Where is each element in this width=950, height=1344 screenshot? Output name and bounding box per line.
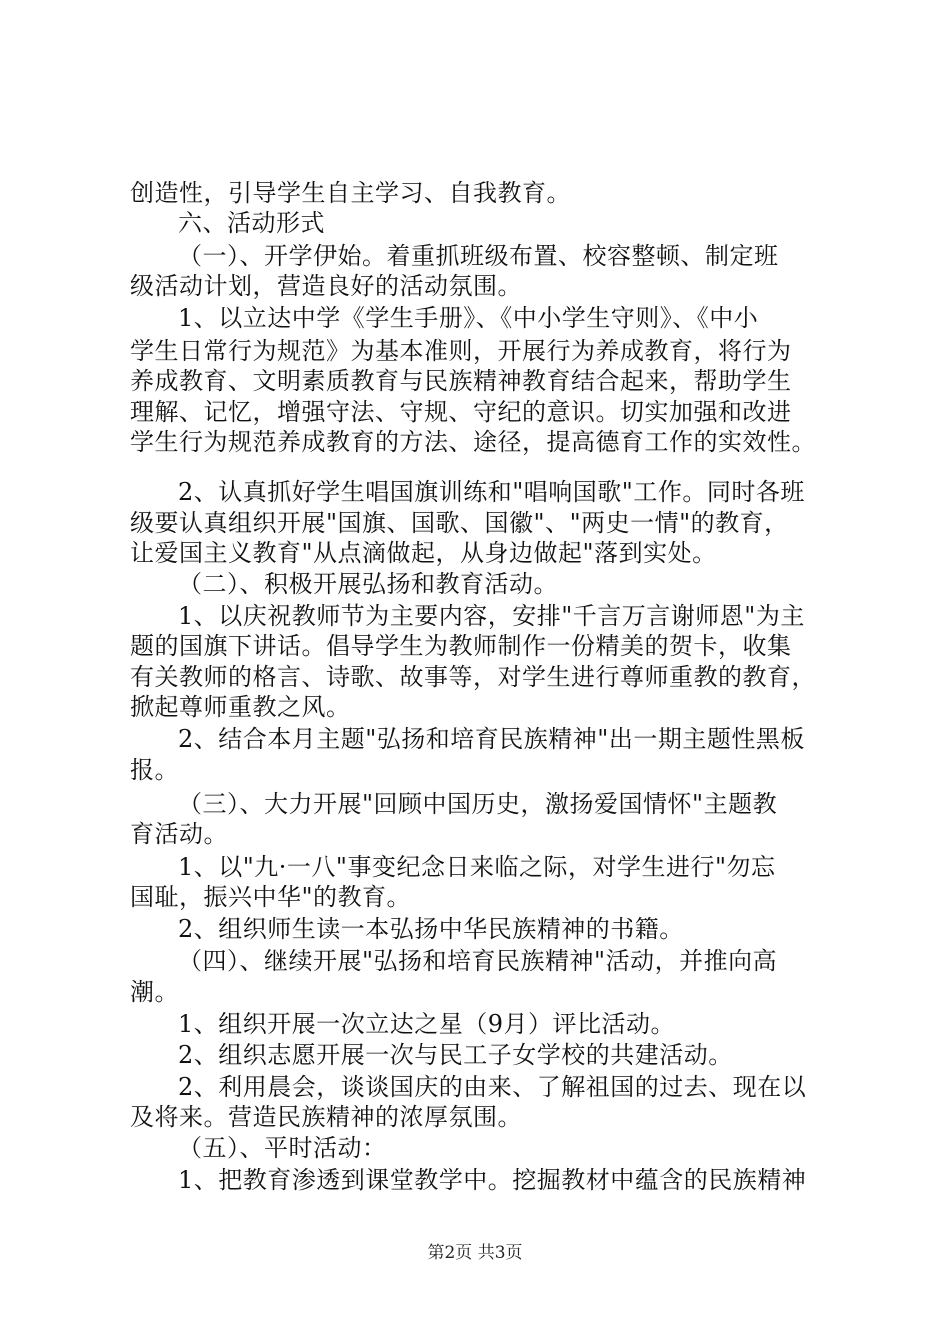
- text-line: 2、组织志愿开展一次与民工子女学校的共建活动。: [178, 1041, 733, 1069]
- text-line: 1、以"九·一八"事变纪念日来临之际，对学生进行"勿忘: [178, 853, 776, 881]
- text-line: 题的国旗下讲话。倡导学生为教师制作一份精美的贺卡，收集: [130, 632, 792, 660]
- subsection-heading: （三）、大力开展"回顾中国历史，激扬爱国情怀"主题教: [178, 790, 778, 818]
- page-number-label: 第2页 共3页: [427, 1243, 523, 1263]
- section-heading: 六、活动形式: [178, 209, 325, 237]
- subsection-heading: （二）、积极开展弘扬和教育活动。: [178, 570, 558, 598]
- text-line: 潮。: [130, 978, 179, 1006]
- text-line: 1、把教育渗透到课堂教学中。挖掘教材中蕴含的民族精神: [178, 1166, 807, 1194]
- text-line: 有关教师的格言、诗歌、故事等，对学生进行尊师重教的教育，: [130, 663, 816, 691]
- text-line: 2、组织师生读一本弘扬中华民族精神的书籍。: [178, 915, 684, 943]
- text-line: 1、以立达中学《学生手册》、《中小学生守则》、《中小: [178, 304, 759, 332]
- text-line: 育活动。: [130, 820, 228, 848]
- text-line: 报。: [130, 756, 179, 784]
- text-line: 养成教育、文明素质教育与民族精神教育结合起来，帮助学生: [130, 367, 792, 395]
- text-line: 学生日常行为规范》为基本准则，开展行为养成教育，将行为: [130, 337, 792, 365]
- subsection-heading: （四）、继续开展"弘扬和培育民族精神"活动，并推向高: [178, 947, 778, 975]
- text-line: 级要认真组织开展"国旗、国歌、国徽"、"两史一情"的教育，: [130, 509, 789, 537]
- subsection-heading: （五）、平时活动：: [178, 1134, 387, 1162]
- text-line: 2、认真抓好学生唱国旗训练和"唱响国歌"工作。同时各班: [178, 478, 805, 506]
- text-line: 2、结合本月主题"弘扬和培育民族精神"出一期主题性黑板: [178, 725, 805, 753]
- subsection-heading: （一）、开学伊始。着重抓班级布置、校容整顿、制定班: [178, 242, 779, 270]
- text-line: 创造性，引导学生自主学习、自我教育。: [130, 179, 571, 207]
- text-line: 国耻，振兴中华"的教育。: [130, 883, 412, 911]
- text-line: 1、以庆祝教师节为主要内容，安排"千言万言谢师恩"为主: [178, 602, 805, 630]
- text-line: 掀起尊师重教之风。: [130, 693, 351, 721]
- text-line: 及将来。营造民族精神的浓厚氛围。: [130, 1103, 522, 1131]
- page-footer: [0, 1242, 950, 1264]
- text-line: 2、利用晨会，谈谈国庆的由来、了解祖国的过去、现在以: [178, 1073, 807, 1101]
- text-line: 级活动计划，营造良好的活动氛围。: [130, 272, 522, 300]
- text-line: 学生行为规范养成教育的方法、途径，提高德育工作的实效性。: [130, 428, 816, 456]
- text-line: 理解、记忆，增强守法、守规、守纪的意识。切实加强和改进: [130, 398, 792, 426]
- text-line: 1、组织开展一次立达之星（9月）评比活动。: [178, 1010, 676, 1038]
- text-line: 让爱国主义教育"从点滴做起，从身边做起"落到实处。: [130, 539, 717, 567]
